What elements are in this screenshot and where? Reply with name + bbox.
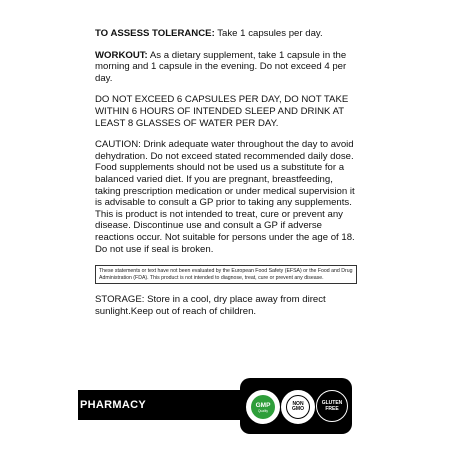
gmp-quality-badge-icon [246,390,280,424]
storage-paragraph: STORAGE: Store in a cool, dry place away from direct sunlight.Keep out of reach of children. [95,293,326,317]
label-text-block [95,28,357,327]
certification-badges [240,378,352,434]
gmp-badge-line2: Quality [258,408,268,413]
tolerance-text: Take 1 capsules per day. [214,28,323,39]
banner-text: PHARMACY [80,399,146,411]
workout-heading: WORKOUT: [95,49,148,61]
dosage-warning: DO NOT EXCEED 6 CAPSULES PER DAY, DO NOT TAKE WITHIN 6 HOURS OF INTENDED SLEEP AND DRINK AT LEAST 8 GLASSES OF WATER PER DAY. [95,94,349,129]
non-gmo-badge-icon [281,390,315,424]
regulatory-disclaimer: These statements or text have not been evaluated by the European Food Safety (EFSA) or the Food and Drug Administration (FDA). This product is not intended to diagnose, treat, cure or prevent any disease. [95,265,357,284]
gmp-badge-line1: GMP [255,401,271,409]
workout-paragraph [95,50,357,85]
gluten-free-badge-line2: FREE [325,406,339,412]
non-gmo-badge-line2: GMO [292,406,304,412]
non-gmo-badge-line1: NON [292,400,304,407]
caution-paragraph: CAUTION: Drink adequate water throughout the day to avoid dehydration. Do not exceed stated recommended daily dose. Food supplements should not be used us a substitute for a balanced varied diet. If you are pregnant, breastfeeding, taking prescription medication or under medical supervision it is advisable to consult a GP prior to taking any supplements. This is product is not intended to treat, cure or prevent any disease. Discontinue use and consult a GP if adverse reactions occur. Not suitable for persons under the age of 18. Do not use if seal is broken. [95,139,355,255]
workout-text: As a dietary supplement, take 1 capsule in the morning and 1 capsule in the evening. Do not exceed 4 per day. [95,49,347,84]
tolerance-paragraph [95,28,357,40]
gluten-free-badge-icon [316,390,348,422]
gluten-free-badge-line1: GLUTEN [321,400,343,406]
tolerance-heading: TO ASSESS TOLERANCE: [95,28,215,39]
